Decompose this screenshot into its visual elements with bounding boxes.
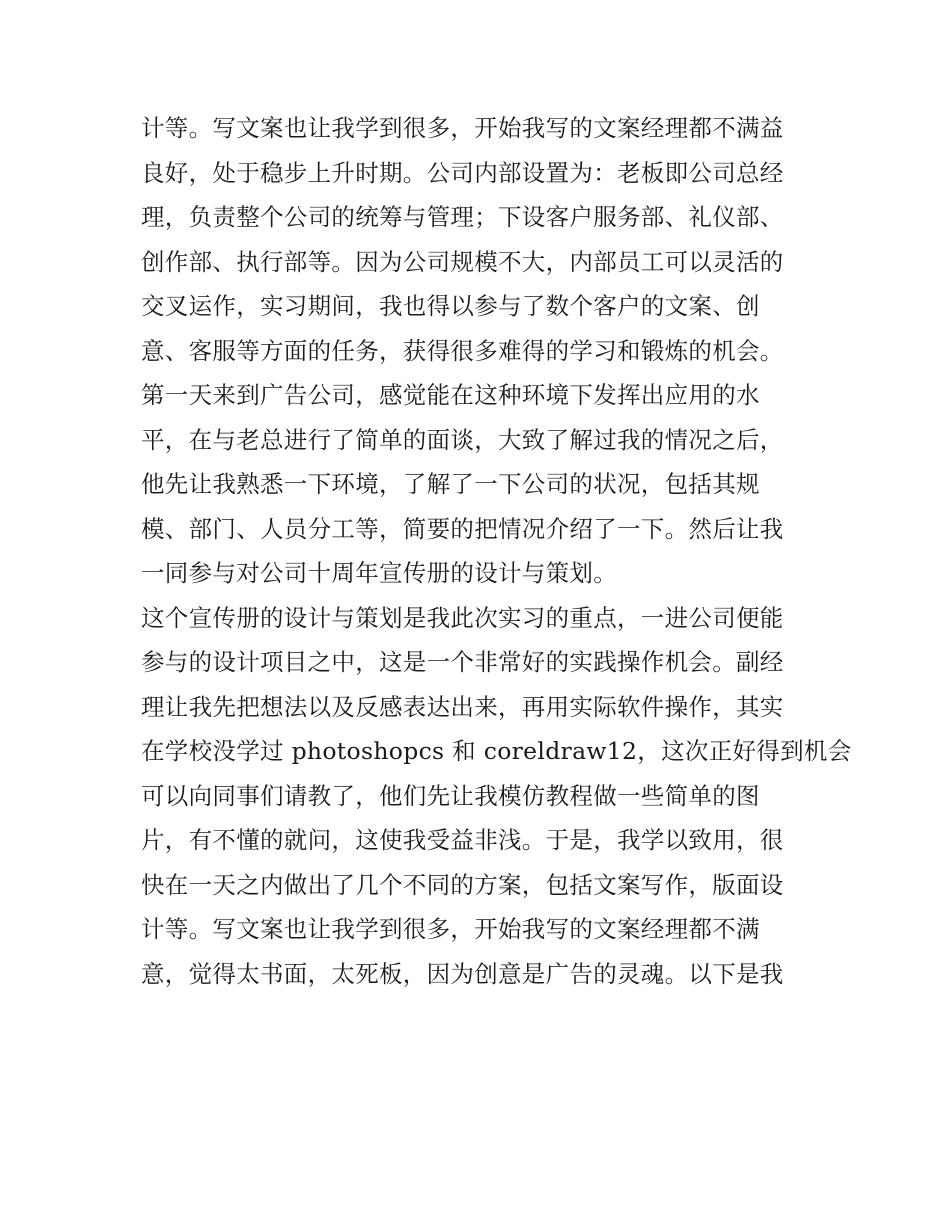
text-line: 创作部、执行部等。因为公司规模不大，内部员工可以灵活的: [141, 247, 784, 276]
text-line: 他先让我熟悉一下环境，了解了一下公司的状况，包括其规: [141, 470, 760, 498]
text-line: 理让我先把想法以及反感表达出来，再用实际软件操作，其实: [141, 692, 784, 721]
text-line: 第一天来到广告公司，感觉能在这种环境下发挥出应用的水: [141, 381, 760, 409]
text-line: 平，在与老总进行了简单的面谈，大致了解过我的情况之后，: [141, 425, 784, 454]
text-line: 良好，处于稳步上升时期。公司内部设置为：老板即公司总经: [141, 158, 784, 187]
text-line: 片，有不懂的就问，这使我受益非浅。于是，我学以致用，很: [141, 826, 784, 854]
text-line: 快在一天之内做出了几个不同的方案，包括文案写作，版面设: [141, 870, 784, 899]
text-line: 在学校没学过 photoshopcs 和 coreldraw12，这次正好得到机会: [141, 737, 852, 765]
text-line: 交叉运作，实习期间，我也得以参与了数个客户的文案、创: [141, 292, 760, 320]
text-line: 这个宣传册的设计与策划是我此次实习的重点，一进公司便能: [141, 603, 784, 632]
text-line: 计等。写文案也让我学到很多，开始我写的文案经理都不满益: [141, 114, 784, 142]
body-text: [141, 106, 852, 996]
text-line: 意，觉得太书面，太死板，因为创意是广告的灵魂。以下是我: [141, 959, 784, 988]
text-line: 理，负责整个公司的统筹与管理；下设客户服务部、礼仪部、: [141, 203, 784, 231]
text-line: 意、客服等方面的任务，获得很多难得的学习和锻炼的机会。: [141, 336, 784, 365]
text-line: 参与的设计项目之中，这是一个非常好的实践操作机会。副经: [141, 648, 784, 676]
text-line: 计等。写文案也让我学到很多，开始我写的文案经理都不满: [141, 915, 760, 943]
text-line: 一同参与对公司十周年宣传册的设计与策划。: [141, 559, 617, 587]
text-line: 可以向同事们请教了，他们先让我模仿教程做一些简单的图: [141, 781, 760, 810]
text-line: 模、部门、人员分工等，简要的把情况介绍了一下。然后让我: [141, 514, 784, 543]
